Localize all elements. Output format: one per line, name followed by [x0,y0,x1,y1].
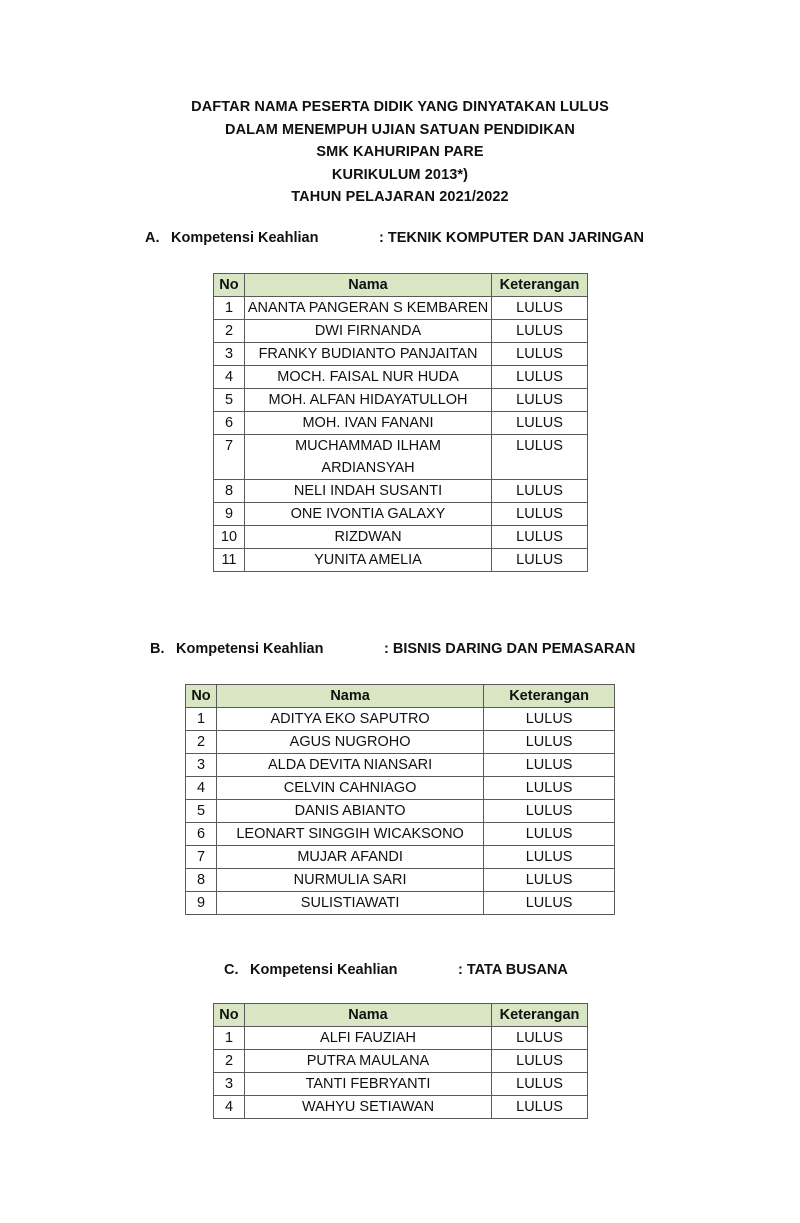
row-keterangan: LULUS [492,412,588,435]
section-c-heading [224,962,568,978]
table-row [186,869,615,892]
table-row [214,1027,588,1050]
row-keterangan: LULUS [492,297,588,320]
row-nama: TANTI FEBRYANTI [244,1073,491,1096]
table-row [214,503,588,526]
row-no: 2 [214,1050,245,1073]
row-no: 4 [186,777,217,800]
section-letter: A. [145,230,160,246]
section-a-heading [145,230,644,246]
table-row [186,708,615,731]
row-nama: LEONART SINGGIH WICAKSONO [216,823,483,846]
row-no: 2 [186,731,217,754]
row-no: 6 [214,412,245,435]
row-nama: DANIS ABIANTO [216,800,483,823]
section-b-heading [150,641,635,657]
table-header-row [214,274,588,297]
section-label: Kompetensi Keahlian [171,230,319,246]
table-row [214,366,588,389]
row-nama: ADITYA EKO SAPUTRO [216,708,483,731]
row-keterangan: LULUS [484,754,615,777]
section-letter: B. [150,641,165,657]
table-row [214,320,588,343]
header-no: No [186,685,217,708]
row-keterangan: LULUS [492,549,588,572]
row-nama: FRANKY BUDIANTO PANJAITAN [244,343,491,366]
section-label: Kompetensi Keahlian [250,962,398,978]
row-keterangan: LULUS [492,1096,588,1119]
row-no: 4 [214,1096,245,1119]
row-no: 5 [186,800,217,823]
row-keterangan: LULUS [492,343,588,366]
section-c-table [213,1003,588,1119]
table-row [214,343,588,366]
section-a-table [213,273,588,572]
section-value: : BISNIS DARING DAN PEMASARAN [384,641,636,657]
row-nama: CELVIN CAHNIAGO [216,777,483,800]
table-row [214,549,588,572]
header-no: No [214,274,245,297]
row-no: 1 [214,1027,245,1050]
title-line: DALAM MENEMPUH UJIAN SATUAN PENDIDIKAN [225,121,575,138]
table-row [214,526,588,549]
header-nama: Nama [216,685,483,708]
table-row [214,297,588,320]
row-nama: ALDA DEVITA NIANSARI [216,754,483,777]
row-nama: MUCHAMMAD ILHAM ARDIANSYAH [244,435,491,480]
section-value: : TEKNIK KOMPUTER DAN JARINGAN [379,230,645,246]
document-title [0,96,800,209]
table-row [186,731,615,754]
row-no: 9 [186,892,217,915]
table-row [186,800,615,823]
table-row [186,892,615,915]
row-no: 9 [214,503,245,526]
title-line: SMK KAHURIPAN PARE [316,144,484,160]
header-keterangan: Keterangan [492,1004,588,1027]
row-no: 3 [186,754,217,777]
row-no: 1 [186,708,217,731]
row-no: 7 [214,435,245,480]
row-nama: YUNITA AMELIA [244,549,491,572]
row-nama: ALFI FAUZIAH [244,1027,491,1050]
row-keterangan: LULUS [484,846,615,869]
section-label: Kompetensi Keahlian [176,641,324,657]
row-no: 3 [214,1073,245,1096]
title-line: TAHUN PELAJARAN 2021/2022 [291,189,509,205]
row-nama: MUJAR AFANDI [216,846,483,869]
title-line: KURIKULUM 2013*) [331,166,469,183]
table-row [214,1096,588,1119]
table-row [214,1073,588,1096]
row-nama: NURMULIA SARI [216,869,483,892]
row-keterangan: LULUS [484,731,615,754]
row-nama: RIZDWAN [244,526,491,549]
row-keterangan: LULUS [484,800,615,823]
row-nama: NELI INDAH SUSANTI [244,480,491,503]
row-keterangan: LULUS [492,435,588,480]
table-row [186,777,615,800]
section-letter: C. [224,962,239,978]
header-nama: Nama [244,1004,491,1027]
table-row [186,754,615,777]
row-no: 7 [186,846,217,869]
row-keterangan: LULUS [492,389,588,412]
row-keterangan: LULUS [492,480,588,503]
row-no: 11 [214,549,245,572]
table-header-row [186,685,615,708]
row-keterangan: LULUS [484,777,615,800]
row-keterangan: LULUS [484,823,615,846]
row-keterangan: LULUS [492,366,588,389]
row-no: 2 [214,320,245,343]
row-nama: DWI FIRNANDA [244,320,491,343]
row-no: 5 [214,389,245,412]
row-nama: WAHYU SETIAWAN [244,1096,491,1119]
table-header-row [214,1004,588,1027]
section-b-table [185,684,615,915]
table-row [214,389,588,412]
row-keterangan: LULUS [492,503,588,526]
row-keterangan: LULUS [484,892,615,915]
header-no: No [214,1004,245,1027]
row-nama: MOCH. FAISAL NUR HUDA [244,366,491,389]
row-nama: AGUS NUGROHO [216,731,483,754]
table-row [214,1050,588,1073]
table-row [186,823,615,846]
header-keterangan: Keterangan [492,274,588,297]
row-keterangan: LULUS [492,1050,588,1073]
row-keterangan: LULUS [484,869,615,892]
row-keterangan: LULUS [492,320,588,343]
row-keterangan: LULUS [492,1073,588,1096]
row-nama: MOH. IVAN FANANI [244,412,491,435]
header-nama: Nama [244,274,491,297]
row-no: 8 [214,480,245,503]
row-keterangan: LULUS [484,708,615,731]
row-nama: PUTRA MAULANA [244,1050,491,1073]
row-nama: SULISTIAWATI [216,892,483,915]
title-line: DAFTAR NAMA PESERTA DIDIK YANG DINYATAKAN LULUS [191,99,609,115]
row-no: 8 [186,869,217,892]
row-nama: MOH. ALFAN HIDAYATULLOH [244,389,491,412]
table-row [186,846,615,869]
table-row [214,480,588,503]
header-keterangan: Keterangan [484,685,615,708]
row-no: 4 [214,366,245,389]
row-nama: ANANTA PANGERAN S KEMBAREN [244,297,491,320]
row-no: 10 [214,526,245,549]
row-no: 1 [214,297,245,320]
row-keterangan: LULUS [492,1027,588,1050]
table-row [214,412,588,435]
row-keterangan: LULUS [492,526,588,549]
row-no: 6 [186,823,217,846]
row-no: 3 [214,343,245,366]
section-value: : TATA BUSANA [458,962,568,978]
row-nama: ONE IVONTIA GALAXY [244,503,491,526]
table-row [214,435,588,480]
